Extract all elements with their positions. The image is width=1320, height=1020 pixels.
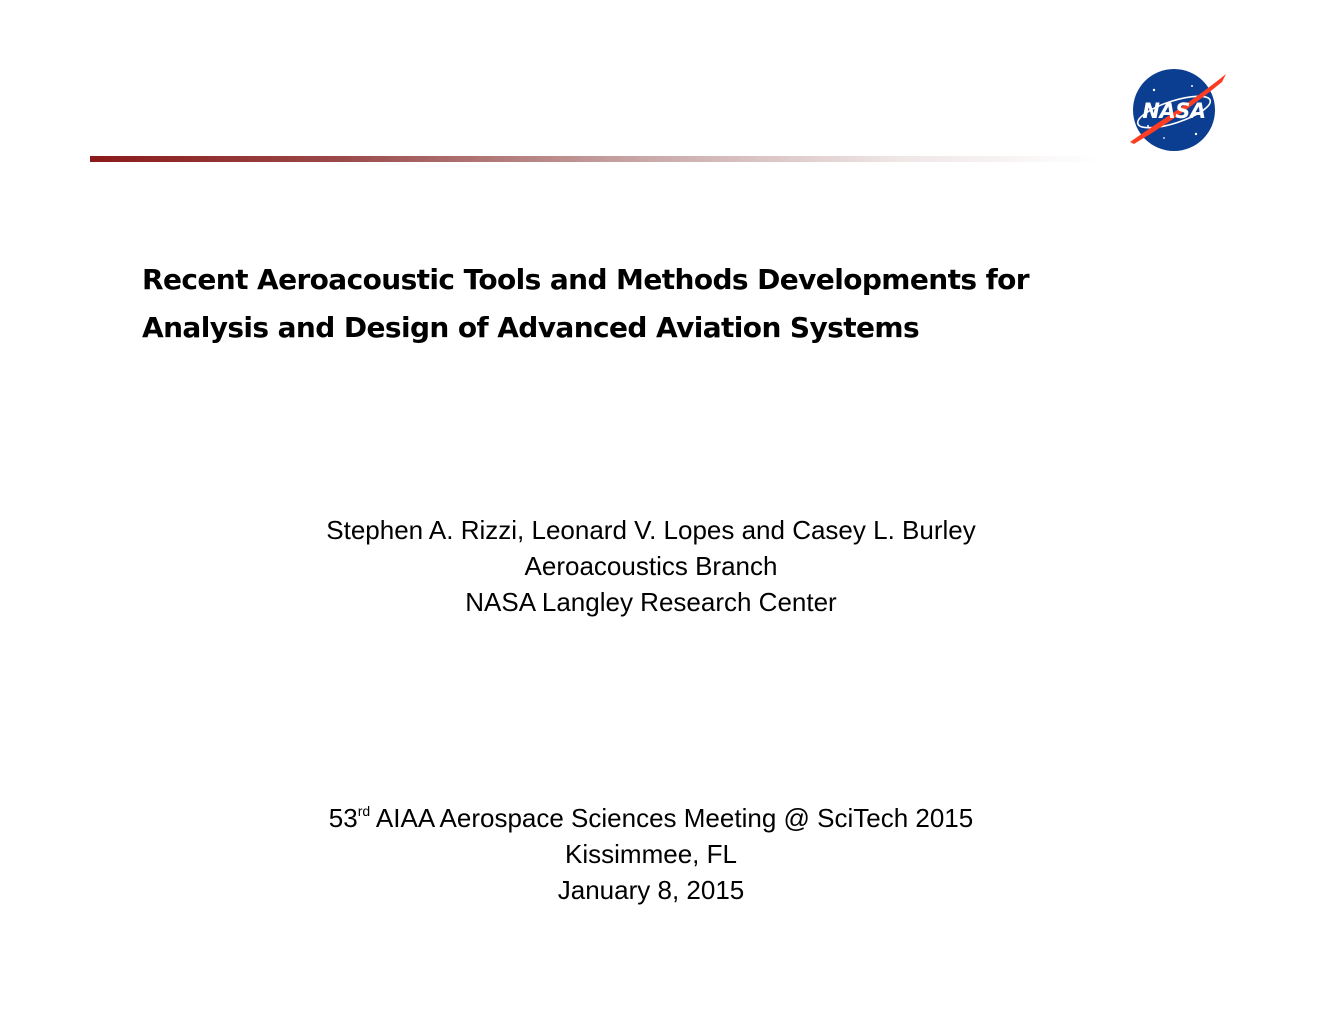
title-line-1: Recent Aeroacoustic Tools and Methods Developments for [142, 263, 1029, 296]
title-line-2: Analysis and Design of Advanced Aviation Systems [142, 311, 920, 344]
header-rule [90, 156, 1100, 162]
nasa-logo-star [1163, 137, 1165, 139]
nasa-logo-text: NASA [1142, 99, 1206, 123]
meeting-date: January 8, 2015 [557, 875, 745, 905]
nasa-logo-star [1191, 85, 1193, 87]
presentation-title [142, 256, 1202, 352]
nasa-logo-star [1153, 89, 1155, 91]
nasa-logo-star [1195, 133, 1197, 135]
meeting-name [0, 800, 1302, 836]
author-center: NASA Langley Research Center [465, 587, 837, 617]
meeting-ordinal: rd [357, 803, 371, 819]
author-names: Stephen A. Rizzi, Leonard V. Lopes and Casey L. Burley [326, 515, 976, 545]
meeting-block [0, 800, 1302, 908]
author-block [0, 512, 1302, 620]
nasa-logo [1124, 68, 1228, 152]
meeting-location: Kissimmee, FL [565, 839, 737, 869]
meeting-title: AIAA Aerospace Sciences Meeting @ SciTech 2015 [370, 803, 974, 833]
meeting-number: 53 [328, 803, 358, 833]
nasa-logo-star [1147, 125, 1149, 127]
author-branch: Aeroacoustics Branch [524, 551, 778, 581]
